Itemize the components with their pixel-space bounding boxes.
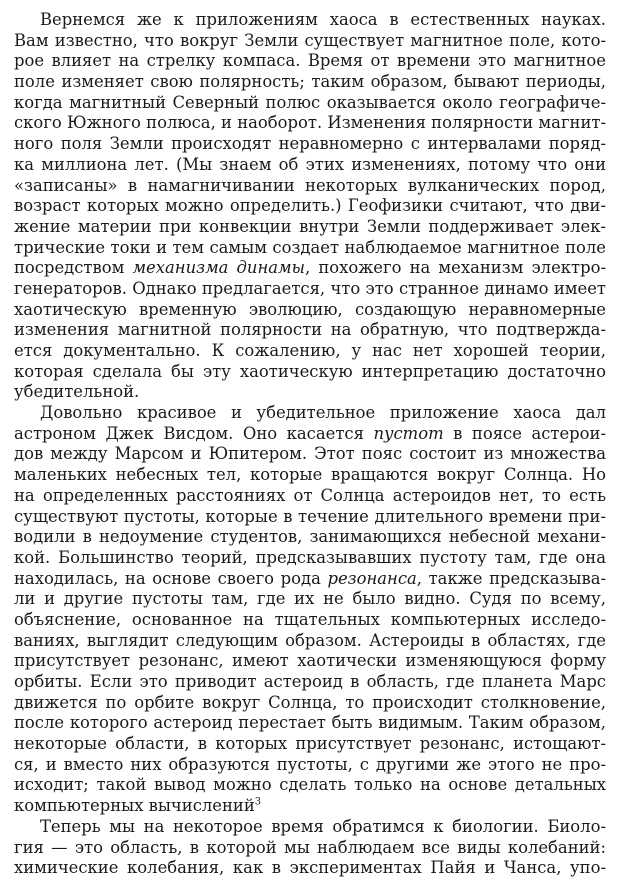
text-line bbox=[14, 300, 606, 321]
text-segment: Теперь мы на некоторое время обратимся к биологии. Биоло- bbox=[40, 816, 606, 836]
text-segment: «записаны» в намагничивании некоторых вулканических пород, bbox=[14, 175, 606, 195]
text-segment: убедительной. bbox=[14, 382, 140, 402]
text-line bbox=[14, 341, 606, 362]
text-line bbox=[14, 217, 606, 238]
text-segment: кой. Большинство теорий, предсказывавших пустоту там, где она bbox=[14, 547, 606, 567]
book-page-text bbox=[14, 10, 606, 879]
text-segment: ется документально. К сожалению, у нас нет хорошей теории, bbox=[14, 341, 606, 360]
text-line bbox=[14, 362, 606, 383]
text-segment: в поясе астерои- bbox=[443, 423, 606, 443]
text-line bbox=[14, 155, 606, 176]
text-line bbox=[14, 134, 606, 155]
text-segment: поле изменяет свою полярность; таким образом, бывают периоды, bbox=[14, 72, 606, 92]
text-line bbox=[14, 382, 606, 403]
text-line bbox=[14, 238, 606, 259]
text-line bbox=[14, 755, 606, 776]
text-segment: ли и другие пустоты там, где их не было видно. Судя по всему, bbox=[14, 589, 606, 609]
text-line bbox=[14, 424, 606, 445]
text-line bbox=[14, 631, 606, 652]
text-line bbox=[14, 734, 606, 755]
text-segment: на определенных расстояниях от Солнца астероидов нет, то есть bbox=[14, 485, 606, 505]
text-segment: которая сделала бы эту хаотическую интерпретацию достаточно bbox=[14, 361, 606, 381]
text-segment: изменения магнитной полярности на обратную, что подтвержда- bbox=[14, 320, 606, 340]
text-line bbox=[14, 320, 606, 341]
paragraph-chaos-magnetic-field bbox=[14, 10, 606, 403]
text-line bbox=[14, 93, 606, 114]
text-segment: некоторые области, в которых присутствует резонанс, истощают- bbox=[14, 734, 606, 754]
emphasized-term: пустот bbox=[373, 423, 444, 443]
text-segment: водили в недоумение студентов, занимающихся небесной механи- bbox=[14, 527, 606, 547]
text-segment: гия — это область, в которой мы наблюдаем все виды колебаний: bbox=[14, 837, 606, 857]
text-line bbox=[14, 113, 606, 134]
text-segment: ского Южного полюса, и наоборот. Изменения полярности магнит- bbox=[14, 113, 606, 133]
text-segment: ся, и вместо них образуются пустоты, с другими же этого не про- bbox=[14, 754, 606, 774]
text-segment: после которого астероид перестает быть видимым. Таким образом, bbox=[14, 713, 606, 733]
text-segment: , также предсказыва- bbox=[416, 568, 607, 588]
text-segment: объяснение, основанное на тщательных компьютерных исследо- bbox=[14, 609, 606, 629]
text-segment: Вам известно, что вокруг Земли существует магнитное поле, кото- bbox=[14, 30, 606, 50]
text-line bbox=[14, 589, 606, 610]
text-segment: ка миллиона лет. (Мы знаем об этих изменениях, потому что они bbox=[14, 154, 606, 174]
text-line bbox=[14, 176, 606, 197]
text-segment: ного поля Земли происходят неравномерно с интервалами поряд- bbox=[14, 134, 606, 154]
text-line bbox=[14, 713, 606, 734]
text-segment: маленьких небесных тел, которые вращаются вокруг Солнца. Но bbox=[14, 465, 606, 485]
emphasized-term: резонанса bbox=[327, 568, 417, 588]
text-segment: Вернемся же к приложениям хаоса в естественных науках. bbox=[40, 10, 606, 29]
text-line bbox=[14, 51, 606, 72]
text-segment: возраст которых можно определить.) Геофизики считают, что дви- bbox=[14, 196, 606, 216]
text-line bbox=[14, 775, 606, 796]
text-segment: посредством bbox=[14, 258, 133, 278]
paragraph-asteroid-gaps bbox=[14, 403, 606, 817]
text-segment: компьютерных вычислений bbox=[14, 796, 255, 816]
text-segment: химические колебания, как в экспериментах Пайя и Чанса, упо- bbox=[14, 858, 606, 878]
text-line bbox=[14, 610, 606, 631]
text-line bbox=[14, 838, 606, 859]
text-line bbox=[14, 31, 606, 52]
text-segment: когда магнитный Северный полюс оказывается около географиче- bbox=[14, 92, 606, 112]
text-segment: жение материи при конвекции внутри Земли поддерживает элек- bbox=[14, 216, 606, 236]
text-segment: Довольно красивое и убедительное приложение хаоса дал bbox=[40, 403, 606, 423]
text-line bbox=[14, 507, 606, 528]
text-segment: хаотическую временную эволюцию, создающую неравномерные bbox=[14, 299, 606, 319]
text-line bbox=[14, 465, 606, 486]
text-line bbox=[14, 196, 606, 217]
text-line bbox=[14, 486, 606, 507]
text-segment: рое влияет на стрелку компаса. Время от времени это магнитное bbox=[14, 51, 606, 71]
text-line bbox=[14, 527, 606, 548]
text-segment: находилась, на основе своего рода bbox=[14, 568, 328, 588]
emphasized-term: механизма динамы bbox=[132, 258, 305, 278]
text-segment: движется по орбите вокруг Солнца, то происходит столкновение, bbox=[14, 692, 606, 712]
text-line bbox=[14, 279, 606, 300]
text-segment: дов между Марсом и Юпитером. Этот пояс состоит из множества bbox=[14, 444, 606, 464]
text-segment: генераторов. Однако предлагается, что это странное динамо имеет bbox=[14, 278, 606, 298]
text-segment: присутствует резонанс, имеют хаотически изменяющуюся форму bbox=[14, 651, 606, 671]
text-segment: ваниях, выглядит следующим образом. Астероиды в областях, где bbox=[14, 630, 606, 650]
text-line bbox=[14, 858, 606, 879]
text-line bbox=[14, 444, 606, 465]
text-line bbox=[14, 569, 606, 590]
text-segment: астроном Джек Висдом. Оно касается bbox=[14, 423, 374, 443]
text-line bbox=[14, 258, 606, 279]
text-segment: существуют пустоты, которые в течение длительного времени при- bbox=[14, 506, 606, 526]
text-line bbox=[14, 817, 606, 838]
text-line bbox=[14, 72, 606, 93]
text-line bbox=[14, 548, 606, 569]
text-line bbox=[14, 10, 606, 31]
text-segment: исходит; такой вывод можно сделать только на основе детальных bbox=[14, 775, 606, 795]
paragraph-biology bbox=[14, 817, 606, 879]
text-line bbox=[14, 796, 606, 817]
text-line bbox=[14, 693, 606, 714]
text-line bbox=[14, 651, 606, 672]
text-line bbox=[14, 403, 606, 424]
text-segment: трические токи и тем самым создает наблюдаемое магнитное поле bbox=[14, 237, 606, 257]
text-line bbox=[14, 672, 606, 693]
text-segment: , похожего на механизм электро- bbox=[305, 258, 607, 278]
footnote-marker: 3 bbox=[254, 796, 262, 808]
text-segment: орбиты. Если это приводит астероид в область, где планета Марс bbox=[14, 672, 606, 691]
